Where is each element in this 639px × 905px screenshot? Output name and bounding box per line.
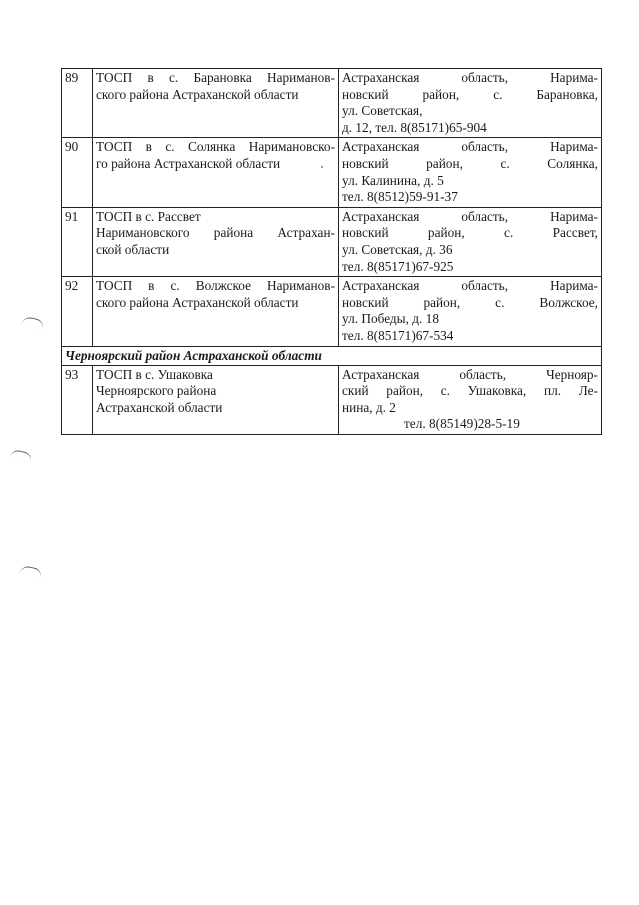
row-number: 91 <box>62 207 93 276</box>
address-cell <box>339 365 602 434</box>
address-cell <box>339 69 602 138</box>
address-line: тел. 8(85171)67-534 <box>342 327 454 343</box>
row-number: 92 <box>62 277 93 346</box>
address-line: ул. Победы, д. 18 <box>342 311 439 327</box>
section-header-row <box>62 346 602 365</box>
address-line: тел. 8(85171)67-925 <box>342 258 454 274</box>
address-cell <box>339 207 602 276</box>
address-line: новский район, с. Барановка, <box>342 86 598 102</box>
address-line: Астраханская область, Нарима- <box>342 70 598 85</box>
row-number: 93 <box>62 365 93 434</box>
address-line: д. 12, тел. 8(85171)65-904 <box>342 119 487 135</box>
office-name-line: ского района Астраханской области <box>96 86 299 102</box>
office-name-line: го района Астраханской области <box>96 155 281 171</box>
address-line: ул. Советская, д. 36 <box>342 241 453 257</box>
office-name-line: Наримановского района Астрахан- <box>96 225 335 241</box>
address-cell <box>339 138 602 207</box>
address-line: Астраханская область, Чернояр- <box>342 366 598 382</box>
address-line: новский район, с. Солянка, <box>342 155 598 171</box>
address-line: тел. 8(85149)28-5-19 <box>404 416 520 432</box>
registry-table <box>61 68 602 435</box>
table-row <box>62 365 602 434</box>
margin-mark-3 <box>19 565 42 578</box>
office-name-line: ской области <box>96 241 170 257</box>
address-line: Астраханская область, Нарима- <box>342 139 598 155</box>
address-line: нина, д. 2 <box>342 399 396 415</box>
address-cell <box>339 277 602 346</box>
address-line: ский район, с. Ушаковка, пл. Ле- <box>342 383 598 399</box>
row-number: 90 <box>62 138 93 207</box>
table-row <box>62 277 602 346</box>
office-name-line: ТОСП в с. Солянка Наримановско- <box>96 139 335 155</box>
office-name-cell <box>93 69 339 138</box>
address-line: Астраханская область, Нарима- <box>342 278 598 294</box>
row-number: 89 <box>62 69 93 138</box>
table-row <box>62 69 602 138</box>
office-name-cell <box>93 277 339 346</box>
section-title: Черноярский район Астраханской области <box>62 346 602 365</box>
office-name-line: ТОСП в с. Ушаковка <box>96 366 213 382</box>
table-row <box>62 138 602 207</box>
office-name-cell <box>93 365 339 434</box>
office-name-cell <box>93 207 339 276</box>
office-name-line: ТОСП в с. Волжское Нариманов- <box>96 278 335 294</box>
address-line: ул. Советская, <box>342 103 423 119</box>
office-name-line: ского района Астраханской области <box>96 294 299 310</box>
office-name-line: ТОСП в с. Барановка Нариманов- <box>96 70 335 85</box>
address-line: тел. 8(8512)59-91-37 <box>342 189 458 205</box>
office-name-line: Астраханской области <box>96 399 223 415</box>
margin-mark-2 <box>9 449 32 462</box>
table-row <box>62 207 602 276</box>
address-line: новский район, с. Рассвет, <box>342 225 598 241</box>
office-name-line: Черноярского района <box>96 383 217 399</box>
margin-mark-1 <box>21 316 44 329</box>
address-line: ул. Калинина, д. 5 <box>342 172 444 188</box>
address-line: Астраханская область, Нарима- <box>342 208 598 224</box>
office-name-line: ТОСП в с. Рассвет <box>96 208 201 224</box>
office-name-cell <box>93 138 339 207</box>
address-line: новский район, с. Волжское, <box>342 294 598 310</box>
